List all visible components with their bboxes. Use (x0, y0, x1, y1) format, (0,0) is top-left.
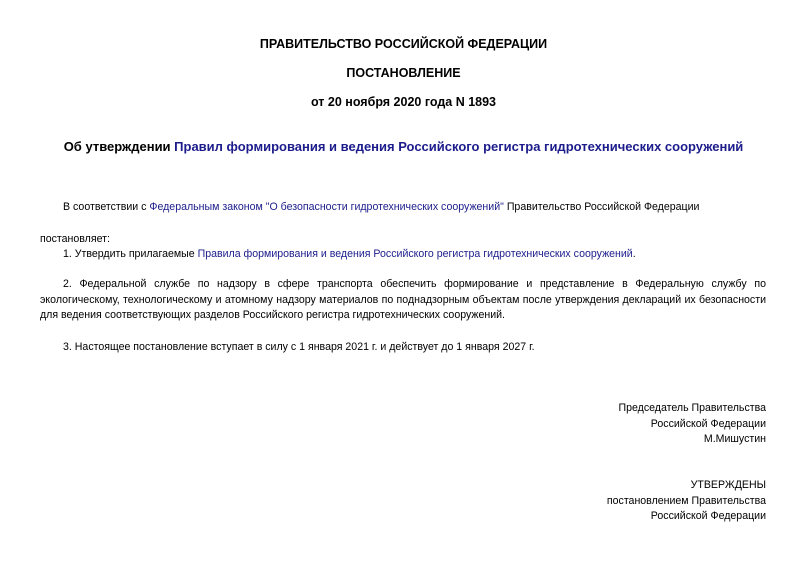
document-subject (0, 139, 807, 154)
item-3-paragraph: 3. Настоящее постановление вступает в силу с 1 января 2021 г. и действует до 1 января 2027 г. (63, 341, 535, 353)
resolves-paragraph: постановляет: (40, 233, 110, 245)
signature-country: Российской Федерации (650, 417, 766, 430)
government-title: ПРАВИТЕЛЬСТВО РОССИЙСКОЙ ФЕДЕРАЦИИ (259, 37, 548, 51)
item-2-paragraph: 2. Федеральной службе по надзору в сфере транспорта обеспечить формирование и представление в Федеральную службу по экологическому, технологическому и атомному надзору материалов по поднадзорным объектам после утверждения деклараций их безопасности для ведения соответствующих разделов Российского регистра гидротехнических сооружений. (40, 278, 766, 321)
subject-prefix: Об утверждении (63, 139, 175, 154)
signature-block (618, 401, 766, 448)
preamble-paragraph (40, 200, 766, 216)
approval-heading: УТВЕРЖДЕНЫ (690, 479, 766, 491)
preamble-after: Правительство Российской Федерации (503, 201, 700, 213)
item-1-before: 1. Утвердить прилагаемые (63, 248, 198, 260)
document-date-number: от 20 ноября 2020 года N 1893 (310, 95, 497, 109)
item-1-after: . (632, 248, 636, 260)
item-1-rules-link[interactable]: Правила формирования и ведения Российского регистра гидротехнических сооружений (197, 248, 633, 260)
item-1-paragraph (40, 247, 766, 263)
signature-position: Председатель Правительства (618, 402, 766, 414)
federal-law-link[interactable]: Федеральным законом "О безопасности гидротехнических сооружений" (149, 201, 504, 213)
approval-block (607, 478, 766, 525)
approval-by: постановлением Правительства (606, 494, 766, 507)
signature-name: М.Мишустин (703, 433, 766, 445)
document-type: ПОСТАНОВЛЕНИЕ (346, 66, 461, 80)
preamble-before: В соответствии с (63, 201, 150, 213)
approval-country: Российской Федерации (650, 510, 766, 522)
subject-rules-link[interactable]: Правил формирования и ведения Российского регистра гидротехнических сооружений (174, 139, 744, 154)
